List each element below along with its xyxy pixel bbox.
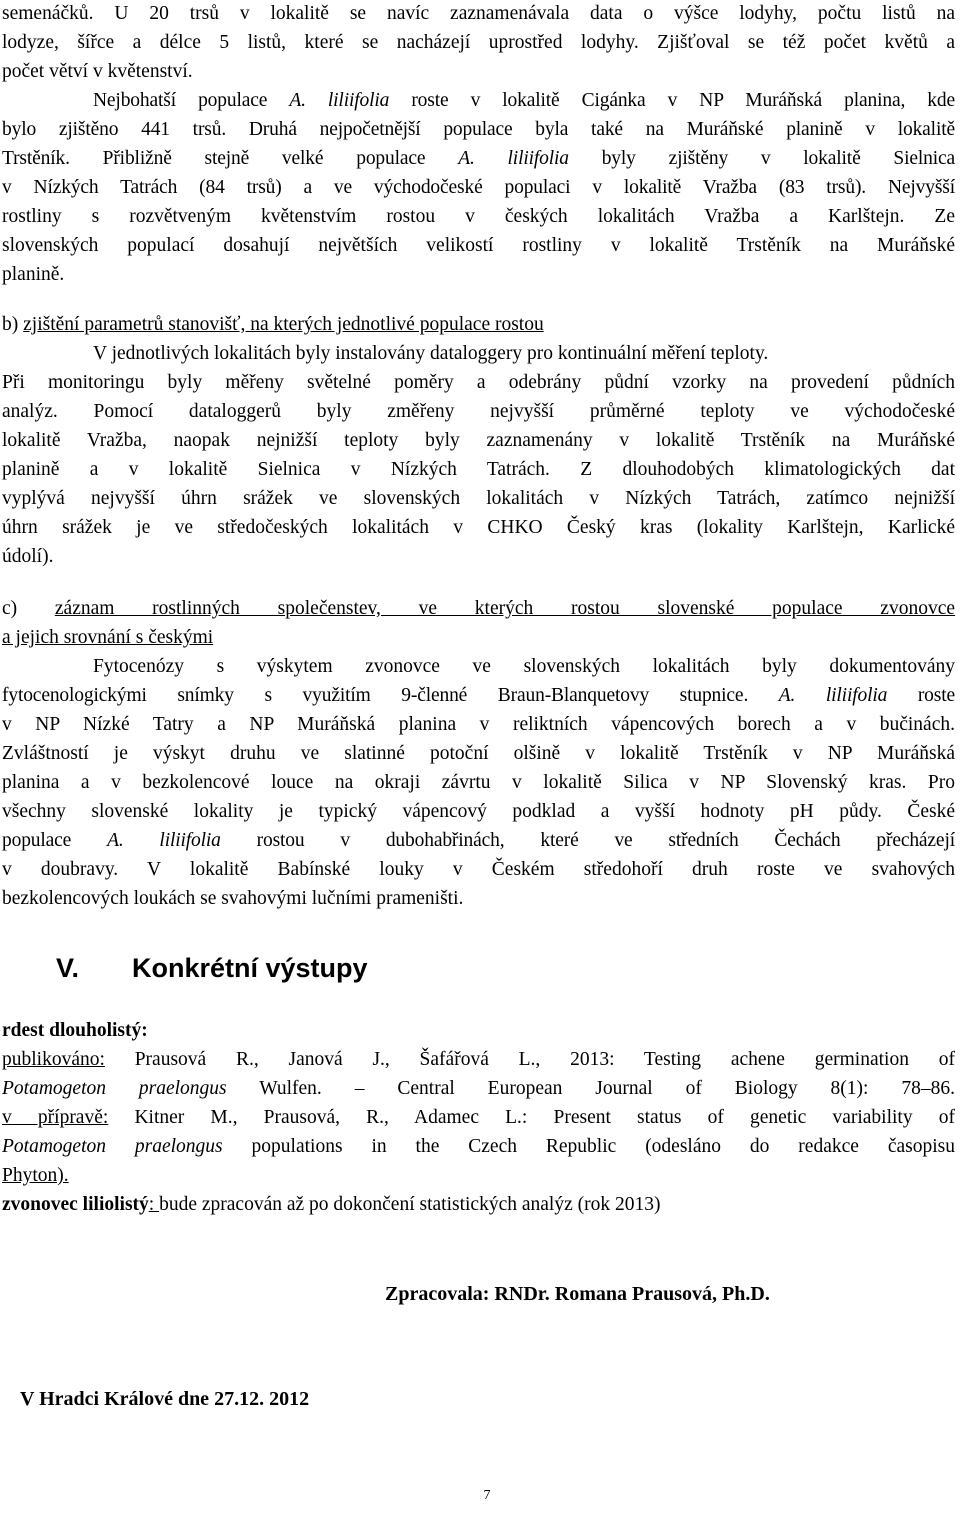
text-line: počet větví v květenství. bbox=[2, 61, 193, 82]
text-line: planina a v bezkolencové louce na okraji závrtu v lokalitě Silica v NP Slovenský kras. Pro bbox=[2, 772, 955, 793]
section-number: V. bbox=[56, 953, 80, 983]
publication-in-prep-journal: Phyton). bbox=[2, 1165, 69, 1186]
text-line: planině a v lokalitě Sielnica v Nízkých Tatrách. Z dlouhodobých klimatologických dat bbox=[2, 459, 955, 480]
section-v-heading bbox=[56, 950, 368, 986]
text-line: všechny slovenské lokality je typický vápencový podklad a vyšší hodnoty pH půdy. České bbox=[2, 801, 955, 822]
species-name: A. liliifolia bbox=[458, 148, 569, 169]
text-line: analýz. Pomocí dataloggerů byly změřeny nejvyšší průměrné teploty ve východočeské bbox=[2, 401, 955, 422]
text-line: Fytocenózy s výskytem zvonovce ve slovenských lokalitách byly dokumentovány bbox=[93, 656, 955, 677]
text-line: úhrn srážek je ve středočeských lokalitách v CHKO Český kras (lokality Karlštejn, Karlické bbox=[2, 517, 955, 538]
text-line: planině. bbox=[2, 264, 65, 285]
text-line: fytocenologickými snímky s využitím 9-členné Braun-Blanquetovy stupnice. A. liliifolia roste bbox=[2, 685, 955, 706]
section-b bbox=[2, 310, 955, 571]
rdest-label: rdest dlouholistý: bbox=[2, 1020, 148, 1041]
section-title: Konkrétní výstupy bbox=[132, 953, 368, 983]
text-line: lodyze, šířce a délce 5 listů, které se nacházejí uprostřed lodyhy. Zjišťoval se též počet květů a bbox=[2, 32, 955, 53]
text-line: populace A. liliifolia rostou v dubohabřinách, které ve středních Čechách přecházejí bbox=[2, 830, 955, 851]
section-c-heading-cont: a jejich srovnání s českými bbox=[2, 627, 214, 648]
section-c bbox=[2, 594, 955, 913]
results-paragraph bbox=[2, 0, 955, 289]
publication-published-cont: Potamogeton praelongus Wulfen. – Central European Journal of Biology 8(1): 78–86. bbox=[2, 1078, 955, 1099]
page-number: 7 bbox=[483, 1488, 491, 1503]
species-name: A. liliifolia bbox=[778, 685, 888, 706]
publication-in-prep-cont: Potamogeton praelongus populations in the Czech Republic (odesláno do redakce časopisu bbox=[2, 1136, 955, 1157]
text-line: V jednotlivých lokalitách byly instalovány dataloggery pro kontinuální měření teploty. bbox=[93, 343, 769, 364]
text-line: vyplývá nejvyšší úhrn srážek ve slovenských lokalitách v Nízkých Tatrách, zatímco nejnižší bbox=[2, 488, 955, 509]
text-line: Trstěník. Přibližně stejně velké populace A. liliifolia byly zjištěny v lokalitě Sielnica bbox=[2, 148, 955, 169]
signature: Zpracovala: RNDr. Romana Prausová, Ph.D. bbox=[385, 1283, 770, 1305]
date-line: V Hradci Králové dne 27.12. 2012 bbox=[20, 1388, 310, 1410]
text-line: slovenských populací dosahují největších velikostí rostliny v lokalitě Trstěník na Muráňské bbox=[2, 235, 955, 256]
text-line: v doubravy. V lokalitě Babínské louky v Českém středohoří druh roste ve svahových bbox=[2, 859, 955, 880]
text-line: Nejbohatší populace A. liliifolia roste v lokalitě Cigánka v NP Muráňská planina, kde bbox=[93, 90, 955, 111]
publication-published: publikováno: Prausová R., Janová J., Šafářová L., 2013: Testing achene germination of bbox=[2, 1049, 955, 1070]
outputs-list bbox=[2, 1016, 955, 1219]
publication-in-prep: v přípravě: Kitner M., Prausová, R., Adamec L.: Present status of genetic variability of bbox=[2, 1107, 955, 1128]
text-line: rostliny s rozvětveným květenstvím rostou v českých lokalitách Vražba a Karlštejn. Ze bbox=[2, 206, 955, 227]
text-line: lokalitě Vražba, naopak nejnižší teploty byly zaznamenány v lokalitě Trstěník na Muráňské bbox=[2, 430, 955, 451]
species-name: A. liliifolia bbox=[289, 90, 390, 111]
text-line: Při monitoringu byly měřeny světelné poměry a odebrány půdní vzorky na provedení půdních bbox=[2, 372, 955, 393]
section-b-heading: b) zjištění parametrů stanovišť, na kterých jednotlivé populace rostou bbox=[2, 314, 544, 335]
text-line: Zvláštností je výskyt druhu ve slatinné potoční olšině v lokalitě Trstěník v NP Muráňská bbox=[2, 743, 955, 764]
species-name: A. liliifolia bbox=[107, 830, 221, 851]
section-c-heading: c) záznam rostlinných společenstev, ve kterých rostou slovenské populace zvonovce bbox=[2, 598, 955, 619]
text-line: v Nízkých Tatrách (84 trsů) a ve východočeské populaci v lokalitě Vražba (83 trsů). Nejvyšší bbox=[2, 177, 955, 198]
text-line: bezkolencových loukách se svahovými lučními prameništi. bbox=[2, 888, 464, 909]
text-line: bylo zjištěno 441 trsů. Druhá nejpočetnější populace byla také na Muráňské planině v lokalitě bbox=[2, 119, 955, 140]
text-line: v NP Nízké Tatry a NP Muráňská planina v reliktních vápencových borech a v bučinách. bbox=[2, 714, 955, 735]
text-line: semenáčků. U 20 trsů v lokalitě se navíc zaznamenávala data o výšce lodyhy, počtu listů na bbox=[2, 3, 955, 24]
zvonovec-line: zvonovec liliolistý: bude zpracován až po dokončení statistických analýz (rok 2013) bbox=[2, 1194, 661, 1215]
text-line: údolí). bbox=[2, 546, 54, 567]
